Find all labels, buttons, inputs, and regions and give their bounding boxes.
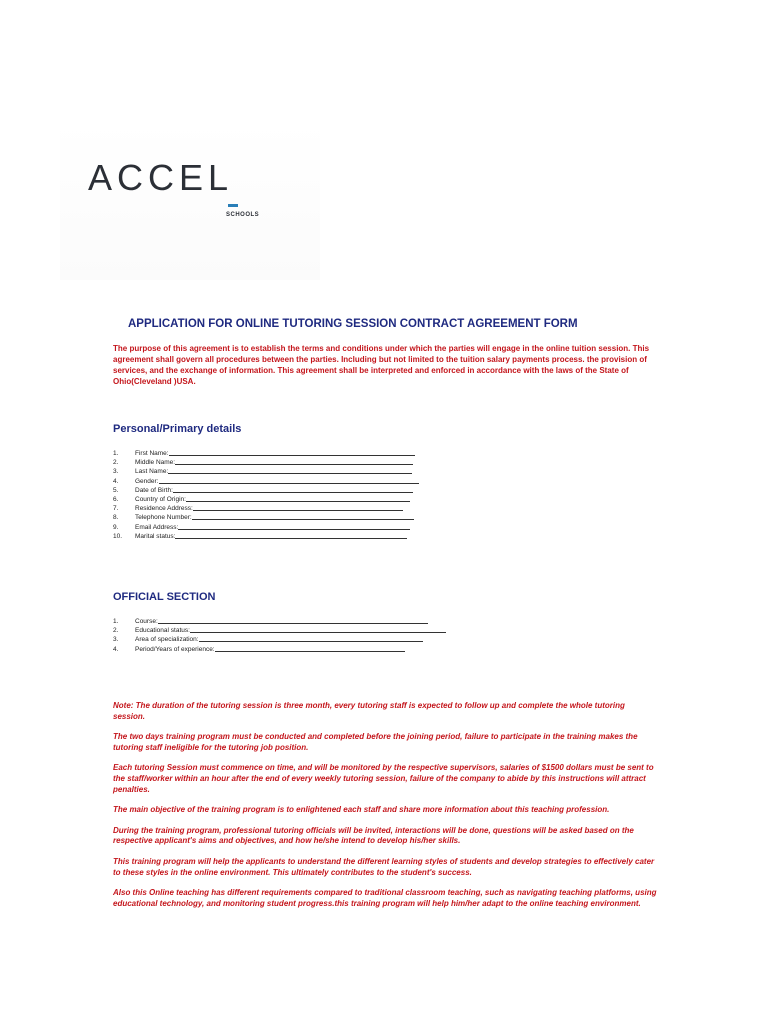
note-paragraph: Note: The duration of the tutoring session is three month, every tutoring staff is expected to follow up and complete the whole tutoring session. xyxy=(113,701,625,721)
field-blank-line[interactable] xyxy=(168,467,412,474)
field-blank-line[interactable] xyxy=(158,617,428,624)
field-number: 1. xyxy=(113,618,119,625)
logo-subtitle: SCHOOLS xyxy=(226,212,260,218)
field-blank-line[interactable] xyxy=(193,504,403,511)
form-title: APPLICATION FOR ONLINE TUTORING SESSION CONTRACT AGREEMENT FORM xyxy=(128,318,578,330)
field-blank-line[interactable] xyxy=(190,626,446,633)
field-label: Educational status: xyxy=(135,627,190,635)
field-number: 4. xyxy=(113,645,119,653)
form-field-row xyxy=(113,626,446,635)
field-number: 5. xyxy=(113,486,119,494)
field-label: First Name: xyxy=(135,450,169,457)
field-blank-line[interactable] xyxy=(186,495,410,502)
form-field-row xyxy=(113,467,419,476)
field-label: Gender: xyxy=(135,477,159,485)
field-number: 3. xyxy=(113,468,119,476)
field-number: 6. xyxy=(113,496,119,504)
field-blank-line[interactable] xyxy=(199,635,423,642)
field-blank-line[interactable] xyxy=(175,532,407,539)
official-section-heading: OFFICIAL SECTION xyxy=(113,591,216,603)
form-field-row xyxy=(113,523,419,532)
field-label: Email Address: xyxy=(135,523,179,531)
field-number: 8. xyxy=(113,514,119,522)
field-blank-line[interactable] xyxy=(215,645,405,652)
field-label: Last Name: xyxy=(135,468,169,476)
notes-block xyxy=(113,701,658,919)
field-label: Area of specialization: xyxy=(135,636,199,644)
personal-details-list xyxy=(113,449,419,541)
field-blank-line[interactable] xyxy=(169,449,415,456)
form-field-row xyxy=(113,477,419,486)
field-label: Telephone Number: xyxy=(135,514,192,522)
form-field-row xyxy=(113,513,419,522)
field-number: 10. xyxy=(113,532,123,540)
form-field-row xyxy=(113,449,419,458)
form-field-row xyxy=(113,495,419,504)
field-blank-line[interactable] xyxy=(178,523,410,530)
note-paragraph: Also this Online teaching has different requirements compared to traditional classroom teaching, such as navigating teaching platforms, using educational technology, and monitoring student progress.this training program will help him/her adapt to the online teaching environment. xyxy=(113,888,657,908)
official-details-list xyxy=(113,617,446,654)
intro-paragraph: The purpose of this agreement is to establish the terms and conditions under which the parties will engage in the online tuition session. This agreement shall govern all procedures between the parties. Including but not limited to the tuition salary payments process. the provision of services, and the exchange of information. This agreement shall be interpreted and enforced in accordance with the laws of the State of Ohio(Cleveland )USA. xyxy=(113,344,650,386)
field-blank-line[interactable] xyxy=(159,477,419,484)
field-number: 4. xyxy=(113,477,119,485)
accel-logo: ACCEL xyxy=(88,157,234,198)
field-number: 2. xyxy=(113,627,119,635)
form-field-row xyxy=(113,617,446,626)
form-field-row xyxy=(113,645,446,654)
field-label: Middle Name: xyxy=(135,459,176,467)
form-field-row xyxy=(113,504,419,513)
field-blank-line[interactable] xyxy=(192,513,414,520)
logo-accent-bar xyxy=(228,204,238,207)
note-paragraph: This training program will help the applicants to understand the different learning styles of students and develop strategies to effectively cater to these styles in the online environment. This ultimately contributes to the student's success. xyxy=(113,856,655,877)
field-label: Period/Years of experience: xyxy=(135,645,215,653)
form-field-row xyxy=(113,635,446,644)
field-blank-line[interactable] xyxy=(173,486,413,493)
field-number: 9. xyxy=(113,523,119,531)
field-number: 7. xyxy=(113,505,119,513)
field-label: Marital status: xyxy=(135,532,176,540)
note-paragraph: The two days training program must be conducted and completed before the joining period, failure to participate in the training makes the tutoring staff ineligible for the tutoring job position. xyxy=(113,732,638,752)
form-field-row xyxy=(113,458,419,467)
note-paragraph: During the training program, professional tutoring officials will be invited, interactions will be done, questions will be asked based on the respective applicant's aims and objectives, and how he/she intend to develop his/her skills. xyxy=(113,825,634,846)
field-number: 2. xyxy=(113,459,119,467)
note-paragraph: The main objective of the training program is to enlightened each staff and share more information about this teaching profession. xyxy=(113,805,610,815)
form-field-row xyxy=(113,532,419,541)
field-label: Country of Origin: xyxy=(135,496,186,504)
note-paragraph: Each tutoring Session must commence on time, and will be monitored by the respective supervisors, salaries of $1500 dollars must be sent to the staff/worker within an hour after the end of every weekly tutoring session, failure of the company to abide by this instructions will attract penalties. xyxy=(113,763,654,794)
personal-section-heading: Personal/Primary details xyxy=(113,423,242,435)
logo-background xyxy=(60,120,320,280)
field-blank-line[interactable] xyxy=(175,458,413,465)
field-number: 3. xyxy=(113,636,119,644)
field-label: Course: xyxy=(135,618,158,625)
field-label: Date of Birth: xyxy=(135,486,173,494)
form-field-row xyxy=(113,486,419,495)
field-label: Residence Address: xyxy=(135,505,193,513)
field-number: 1. xyxy=(113,450,119,457)
